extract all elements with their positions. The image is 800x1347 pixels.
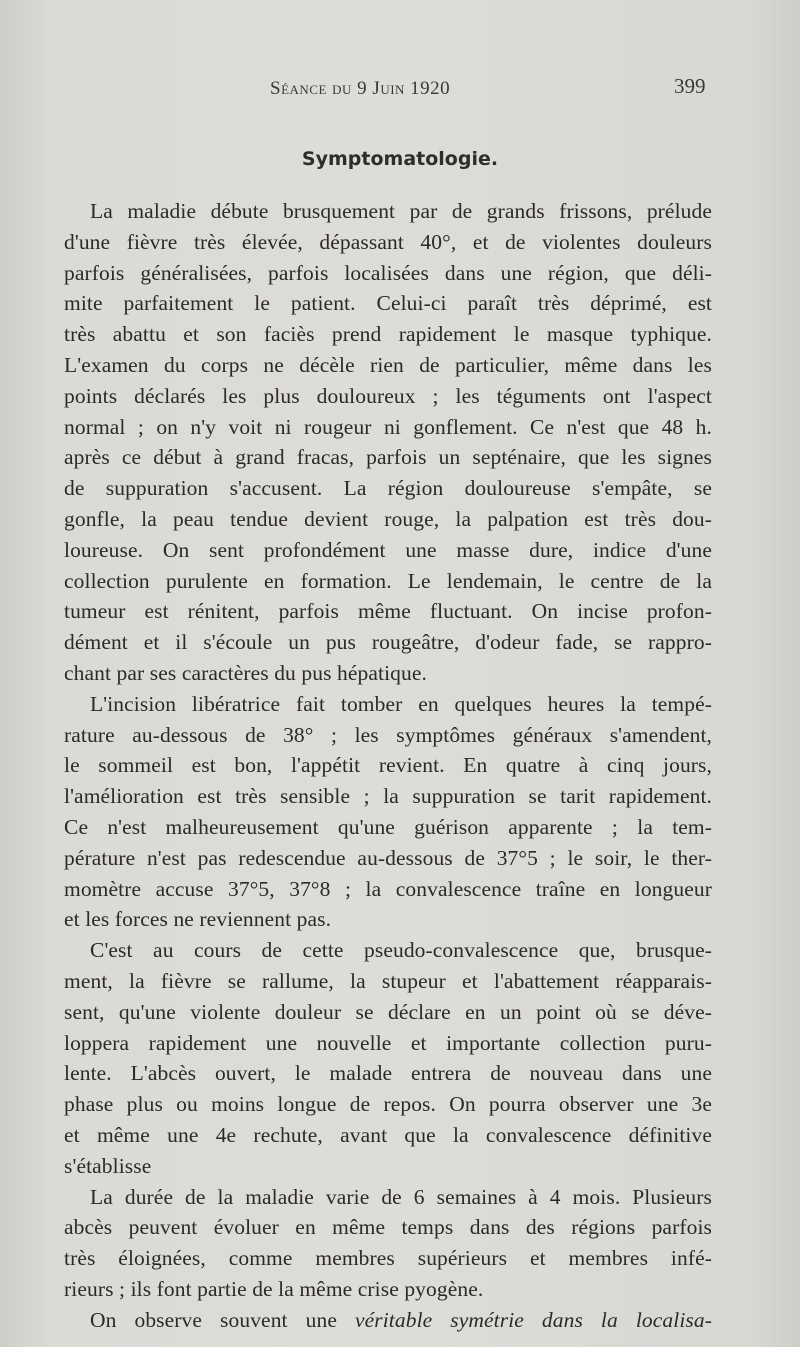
- text-line: sent, qu'une violente douleur se déclare en un point où se déve-: [64, 999, 712, 1024]
- final-line-roman: On observe souvent une: [90, 1307, 355, 1332]
- text-line: et les forces ne reviennent pas.: [64, 907, 332, 932]
- section-title: Symptomatologie.: [301, 148, 499, 170]
- final-line-italic: véritable symétrie dans la localisa-: [354, 1307, 712, 1332]
- text-line: tumeur est rénitent, parfois même fluctuant. On incise profon-: [64, 599, 712, 624]
- text-line: momètre accuse 37°5, 37°8 ; la convalescence traîne en longueur: [64, 876, 712, 901]
- text-line: Ce n'est malheureusement qu'une guérison apparente ; la tem-: [64, 814, 712, 839]
- text-line: L'examen du corps ne décèle rien de particulier, même dans les: [64, 352, 712, 377]
- text-line: s'établisse: [64, 1153, 152, 1178]
- text-line: très abattu et son faciès prend rapidement le masque typhique.: [64, 322, 712, 347]
- text-line: collection purulente en formation. Le lendemain, le centre de la: [64, 568, 712, 593]
- body-text: [64, 196, 712, 1335]
- running-head: Séance du 9 Juin 1920: [270, 78, 451, 99]
- text-line: normal ; on n'y voit ni rougeur ni gonflement. Ce n'est que 48 h.: [64, 414, 712, 439]
- text-line: et même une 4e rechute, avant que la convalescence définitive: [64, 1122, 712, 1147]
- text-line: ment, la fièvre se rallume, la stupeur et l'abattement réapparais-: [64, 968, 712, 993]
- text-line: mite parfaitement le patient. Celui-ci paraît très déprimé, est: [64, 291, 712, 316]
- text-line: pérature n'est pas redescendue au-dessous de 37°5 ; le soir, le ther-: [64, 845, 712, 870]
- text-line: le sommeil est bon, l'appétit revient. En quatre à cinq jours,: [64, 753, 712, 778]
- text-line: lente. L'abcès ouvert, le malade entrera de nouveau dans une: [64, 1061, 712, 1086]
- page-number: 399: [674, 74, 706, 98]
- text-line: C'est au cours de cette pseudo-convalescence que, brusque-: [90, 938, 712, 963]
- text-line: loureuse. On sent profondément une masse dure, indice d'une: [64, 537, 712, 562]
- text-line: de suppuration s'accusent. La région douloureuse s'empâte, se: [64, 476, 712, 501]
- text-line: très éloignées, comme membres supérieurs et membres infé-: [64, 1246, 712, 1271]
- text-line: points déclarés les plus douloureux ; les téguments ont l'aspect: [64, 383, 712, 408]
- text-line: abcès peuvent évoluer en même temps dans des régions parfois: [64, 1215, 712, 1240]
- text-line: parfois généralisées, parfois localisées dans une région, que déli-: [64, 260, 712, 285]
- text-line: dément et il s'écoule un pus rougeâtre, d'odeur fade, se rappro-: [64, 630, 712, 655]
- text-line: rature au-dessous de 38° ; les symptômes généraux s'amendent,: [64, 722, 712, 747]
- text-line: La durée de la maladie varie de 6 semaines à 4 mois. Plusieurs: [90, 1184, 712, 1209]
- text-line: après ce début à grand fracas, parfois un septénaire, que les signes: [64, 445, 712, 470]
- text-line: phase plus ou moins longue de repos. On pourra observer une 3e: [64, 1092, 712, 1117]
- text-line-final: [64, 1305, 712, 1336]
- text-line: chant par ses caractères du pus hépatique.: [64, 660, 427, 685]
- text-line: d'une fièvre très élevée, dépassant 40°, et de violentes douleurs: [64, 229, 712, 254]
- text-line: rieurs ; ils font partie de la même crise pyogène.: [64, 1276, 484, 1301]
- text-line: l'amélioration est très sensible ; la suppuration se tarit rapidement.: [64, 784, 712, 809]
- text-line: loppera rapidement une nouvelle et importante collection puru-: [64, 1030, 712, 1055]
- text-line: La maladie débute brusquement par de grands frissons, prélude: [90, 199, 712, 223]
- text-line: gonfle, la peau tendue devient rouge, la palpation est très dou-: [64, 506, 712, 531]
- text-line: L'incision libératrice fait tomber en quelques heures la tempé-: [90, 691, 712, 716]
